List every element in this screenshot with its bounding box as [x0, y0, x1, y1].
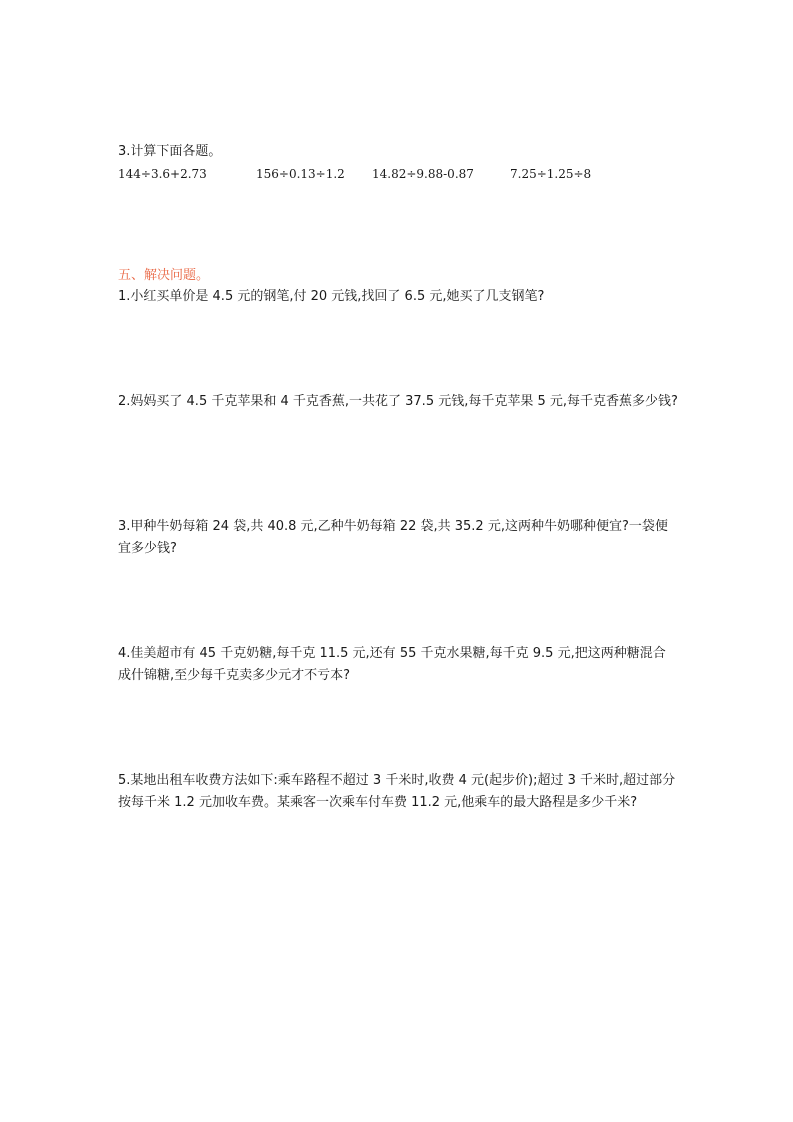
problem-2-block — [118, 391, 678, 413]
problem-1-block — [118, 286, 678, 308]
problem-3: 3.甲种牛奶每箱 24 袋,共 40.8 元,乙种牛奶每箱 22 袋,共 35.2 元,这两种牛奶哪种便宜?一袋便宜多少钱? — [118, 519, 668, 556]
problem-5: 5.某地出租车收费方法如下:乘车路程不超过 3 千米时,收费 4 元(起步价);超过 3 千米时,超过部分按每千米 1.2 元加收车费。某乘客一次乘车付车费 11.2 元,他乘车的最大路程是多少千米? — [118, 773, 676, 810]
expression-4: 7.25÷1.25÷8 — [510, 167, 592, 181]
expression-3: 14.82÷9.88-0.87 — [372, 167, 474, 181]
problem-1: 1.小红买单价是 4.5 元的钢笔,付 20 元钱,找回了 6.5 元,她买了几支钢笔? — [118, 289, 545, 304]
problem-4-block — [118, 643, 678, 687]
problem-4: 4.佳美超市有 45 千克奶糖,每千克 11.5 元,还有 55 千克水果糖,每千克 9.5 元,把这两种糖混合成什锦糖,至少每千克卖多少元才不亏本? — [118, 646, 666, 683]
calculation-heading: 3.计算下面各题。 — [118, 144, 222, 159]
calculation-section — [118, 141, 678, 184]
expression-2: 156÷0.13÷1.2 — [256, 167, 345, 181]
problem-5-block — [118, 770, 678, 814]
problem-3-block — [118, 516, 678, 560]
problem-2: 2.妈妈买了 4.5 千克苹果和 4 千克香蕉,一共花了 37.5 元钱,每千克苹果 5 元,每千克香蕉多少钱? — [118, 394, 678, 409]
expression-row — [118, 164, 678, 184]
word-problems-title-block — [118, 265, 678, 287]
section-title: 五、解决问题。 — [118, 268, 210, 283]
expression-1: 144÷3.6+2.73 — [118, 167, 207, 181]
